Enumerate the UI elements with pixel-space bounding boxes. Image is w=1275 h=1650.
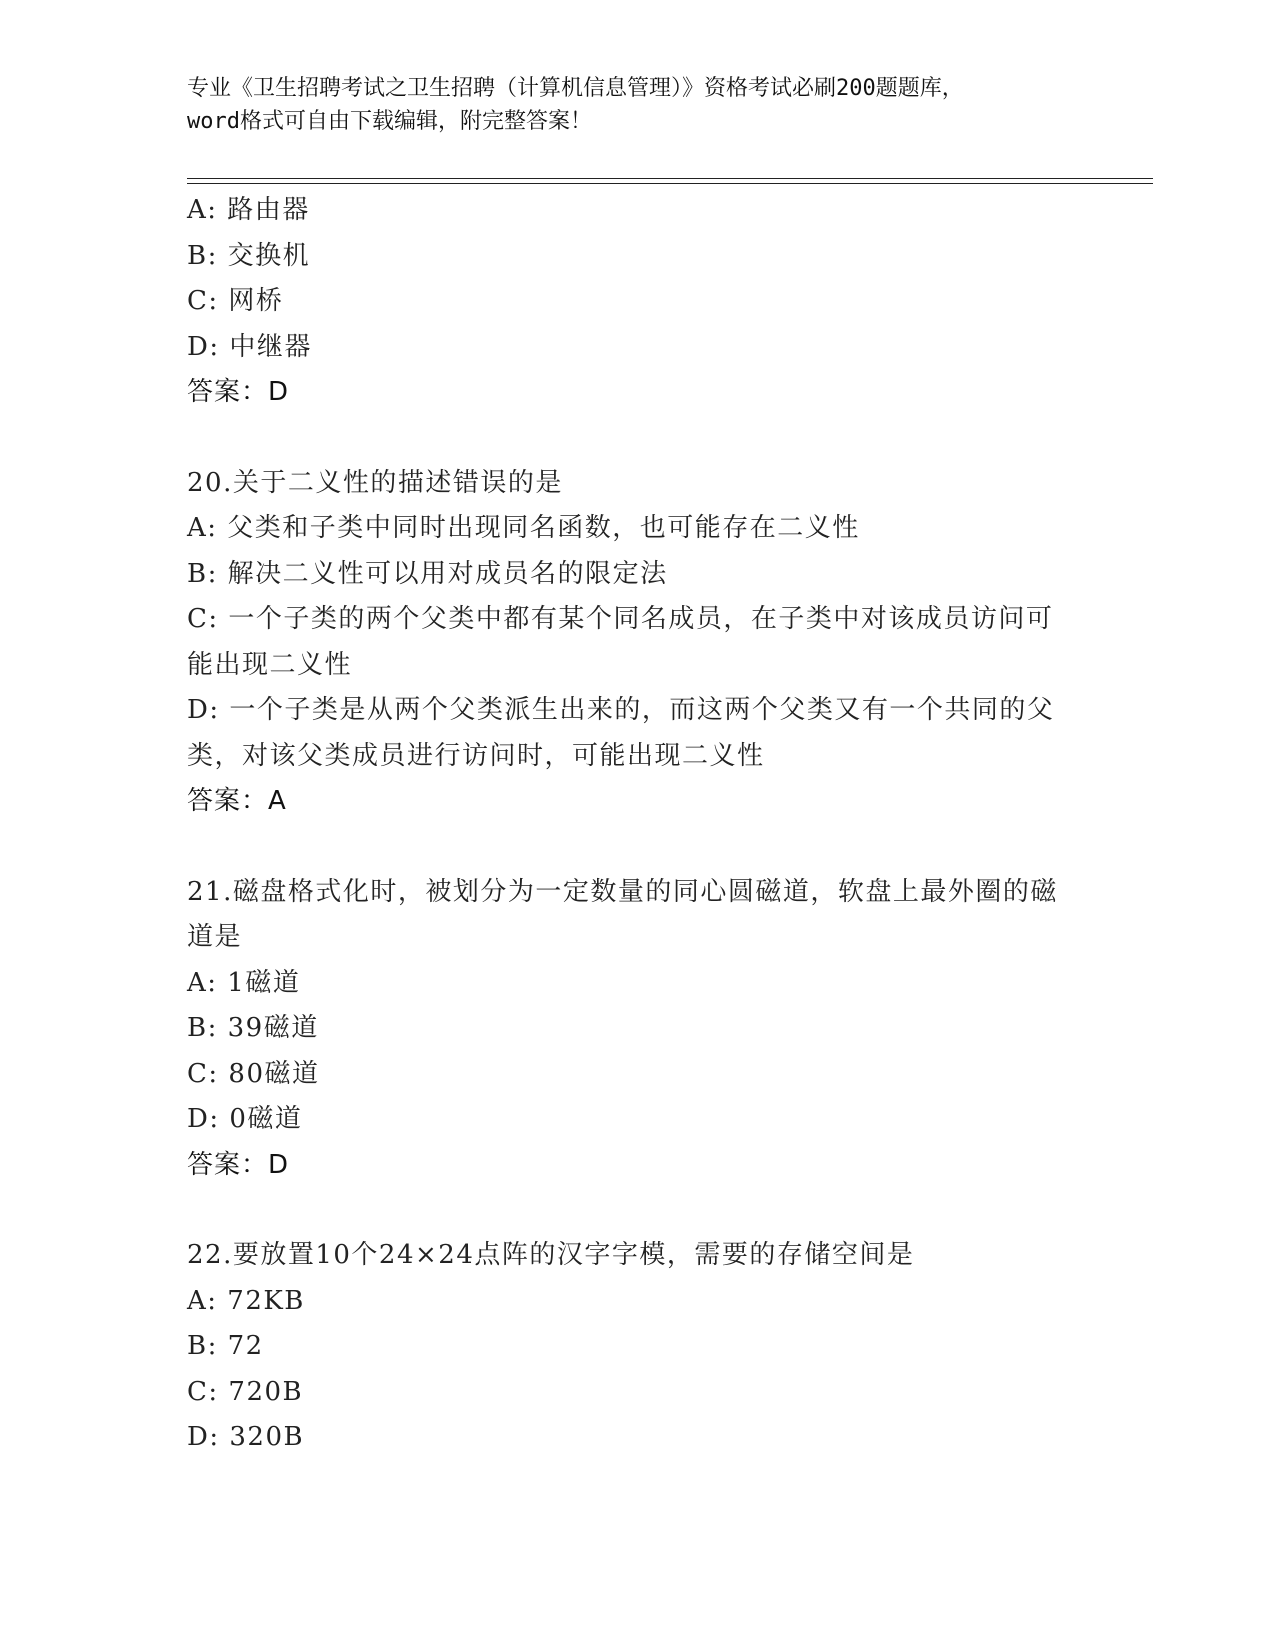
question-20	[187, 461, 1077, 825]
q21-option-a: A: 1磁道	[187, 967, 301, 998]
question-19	[187, 188, 1077, 416]
q21-option-d: D: 0磁道	[187, 1104, 303, 1134]
q19-option-d: D: 中继器	[187, 331, 312, 362]
header-title-line-1: 专业《卫生招聘考试之卫生招聘（计算机信息管理）》资格考试必刷200题题库，	[187, 76, 964, 101]
q20-option-a: A: 父类和子类中同时出现同名函数，也可能存在二义性	[187, 513, 860, 543]
q20-answer: 答案：A	[187, 786, 287, 816]
question-21	[187, 870, 1077, 1189]
q19-option-b: B: 交换机	[187, 240, 311, 271]
q22-option-c: C: 720B	[187, 1376, 304, 1407]
q20-option-c: C: 一个子类的两个父类中都有某个同名成员，在子类中对该成员访问可能出现二义性	[187, 604, 1054, 680]
q22-option-b: B: 72	[187, 1331, 264, 1361]
q21-option-c: C: 80磁道	[187, 1058, 320, 1089]
q19-answer: 答案：D	[187, 377, 290, 407]
q21-answer: 答案：D	[187, 1149, 290, 1180]
spacer	[187, 416, 1077, 461]
q22-question: 22.要放置10个24×24点阵的汉字字模，需要的存储空间是	[187, 1240, 915, 1270]
q22-option-a: A: 72KB	[187, 1285, 305, 1316]
q20-option-d: D: 一个子类是从两个父类派生出来的，而这两个父类又有一个共同的父类，对该父类成员进行访问时，可能出现二义性	[187, 695, 1055, 771]
q20-question: 20.关于二义性的描述错误的是	[187, 467, 563, 498]
header-divider	[187, 178, 1153, 184]
spacer	[187, 1188, 1077, 1233]
q19-option-c: C: 网桥	[187, 286, 284, 316]
page-header	[187, 72, 1087, 138]
question-22	[187, 1233, 1077, 1461]
q20-option-b: B: 解决二义性可以用对成员名的限定法	[187, 558, 668, 589]
q22-option-d: D: 320B	[187, 1422, 305, 1452]
spacer	[187, 825, 1077, 870]
q21-question: 21.磁盘格式化时，被划分为一定数量的同心圆磁道，软盘上最外圈的磁道是	[187, 876, 1058, 952]
header-title-line-2: word格式可自由下载编辑，附完整答案！	[187, 109, 592, 134]
q19-option-a: A: 路由器	[187, 195, 310, 225]
q21-option-b: B: 39磁道	[187, 1013, 319, 1043]
question-list	[187, 188, 1077, 1461]
